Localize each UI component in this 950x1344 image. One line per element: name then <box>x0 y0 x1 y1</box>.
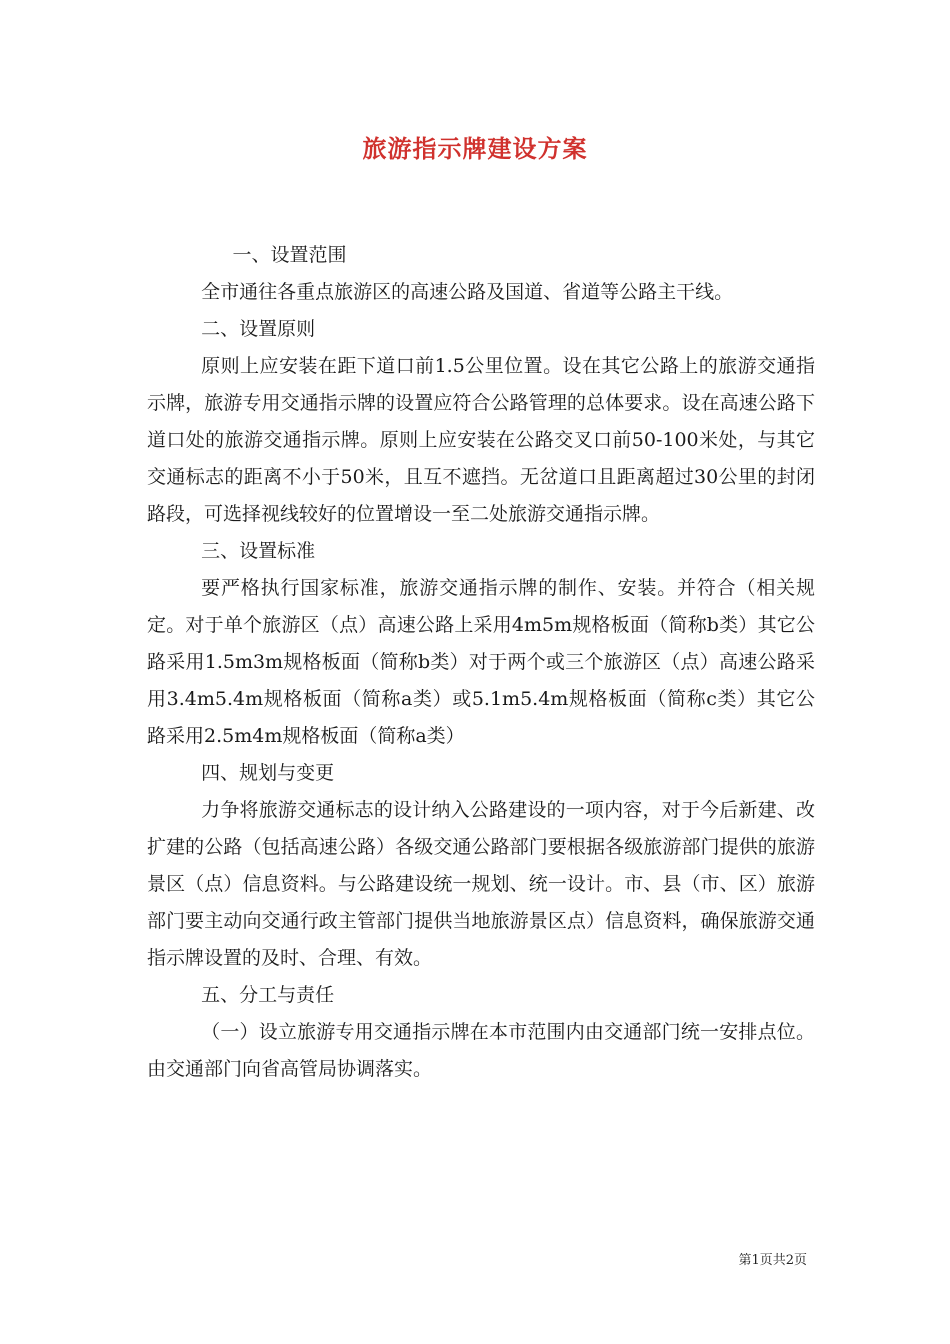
section-text-planning: 力争将旅游交通标志的设计纳入公路建设的一项内容，对于今后新建、改扩建的公路（包括高速公路）各级交通公路部门要根据各级旅游部门提供的旅游景区（点）信息资料。与公路建设统一规划、统一设计。市、县（市、区）旅游部门要主动向交通行政主管部门提供当地旅游景区点）信息资料，确保旅游交通指示牌设置的及时、合理、有效。 <box>147 799 815 969</box>
page-number-footer: 第1页共2页 <box>738 1253 807 1268</box>
section-text-scope: 全市通往各重点旅游区的高速公路及国道、省道等公路主干线。 <box>201 281 734 303</box>
section-text-standards: 要严格执行国家标准，旅游交通指示牌的制作、安装。并符合（相关规定。对于单个旅游区（点）高速公路上采用4m5m规格板面（简称b类）其它公路采用1.5m3m规格板面（简称b类）对于两个或三个旅游区（点）高速公路采用3.4m5.4m规格板面（简称a类）或5.1m5.4m规格板面（简称c类）其它公路采用2.5m4m规格板面（简称a类） <box>147 577 815 747</box>
document-body <box>147 237 815 1088</box>
document-title: 旅游指示牌建设方案 <box>362 134 588 163</box>
section-heading-responsibility: 五、分工与责任 <box>201 984 335 1006</box>
section-heading-principles: 二、设置原则 <box>201 318 316 340</box>
section-heading-scope: 一、设置范围 <box>232 244 347 266</box>
section-heading-planning: 四、规划与变更 <box>201 762 335 784</box>
section-heading-standards: 三、设置标准 <box>201 540 316 562</box>
section-text-principles: 原则上应安装在距下道口前1.5公里位置。设在其它公路上的旅游交通指示牌，旅游专用交通指示牌的设置应符合公路管理的总体要求。设在高速公路下道口处的旅游交通指示牌。原则上应安装在公路交叉口前50-100米处，与其它交通标志的距离不小于50米，且互不遮挡。无岔道口且距离超过30公里的封闭路段，可选择视线较好的位置增设一至二处旅游交通指示牌。 <box>147 355 815 525</box>
section-text-responsibility: （一）设立旅游专用交通指示牌在本市范围内由交通部门统一安排点位。由交通部门向省高管局协调落实。 <box>147 1021 815 1080</box>
